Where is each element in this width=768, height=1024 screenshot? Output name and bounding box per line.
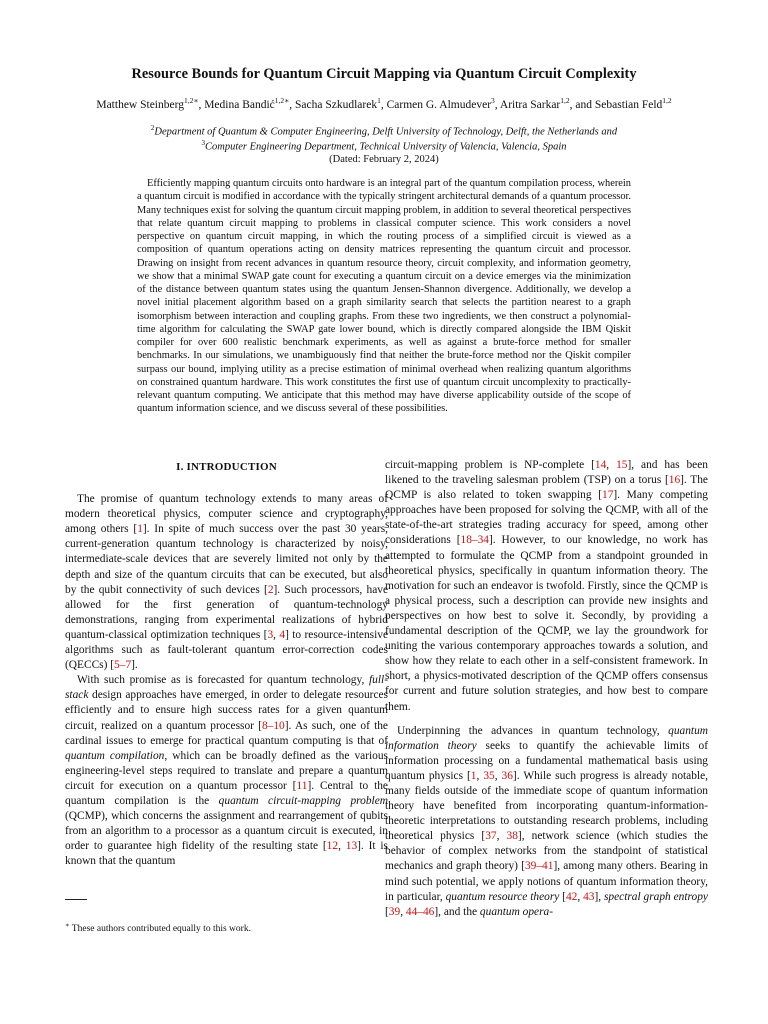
emphasized-term: quantum opera- bbox=[479, 905, 554, 918]
author-separator: , bbox=[289, 98, 296, 111]
text-run: Underpinning the advances in quantum technology, bbox=[397, 724, 669, 737]
citation-link[interactable]: 14 bbox=[594, 459, 607, 471]
emphasized-term: quantum compilation bbox=[65, 749, 165, 762]
citation-link[interactable]: 2 bbox=[267, 583, 274, 596]
citation-link[interactable]: 1 bbox=[137, 523, 143, 536]
citation-link[interactable]: 13 bbox=[345, 840, 358, 853]
text-run: ]. In spite of much success over the past 30 years, current-generation quantum technology is characterized by noisy, intermediate-scale devices that are severely limited not only by the depth and size of the quantum circuits that can be executed, but also by the qubit connectivity of such devices [ bbox=[65, 523, 388, 596]
text-run: circuit-mapping problem is NP-complete [ bbox=[385, 459, 595, 471]
text-run: ]. Central to the quantum compilation is the bbox=[65, 779, 388, 807]
author-affiliation-marker: 1,2 bbox=[662, 96, 672, 105]
author-name: Carmen G. Almudever bbox=[386, 98, 492, 111]
text-run: , bbox=[400, 905, 406, 918]
citation-link[interactable]: 39–41 bbox=[524, 860, 554, 873]
footnote-marker: ∗ bbox=[65, 922, 70, 929]
text-run: With such promise as is forecasted for quantum technology, bbox=[77, 674, 370, 687]
left-column bbox=[65, 457, 388, 869]
affiliation-2-marker: 3 bbox=[201, 139, 205, 147]
text-run: , bbox=[476, 769, 484, 782]
dated-line: (Dated: February 2, 2024) bbox=[329, 154, 439, 165]
body-paragraph bbox=[65, 673, 388, 869]
citation-link[interactable]: 15 bbox=[616, 459, 628, 471]
text-run: ]. Many competing approaches have been proposed for solving the QCMP, with all of the state-of-the-art strategies trading accuracy for speed, among other considerations [ bbox=[385, 489, 708, 547]
text-run: , bbox=[606, 459, 617, 471]
text-run: , bbox=[496, 830, 507, 843]
text-run: ] to resource-intensive algorithms such as fault-tolerant quantum error-correction codes (QECCs) [ bbox=[65, 628, 388, 672]
text-run: , bbox=[494, 769, 502, 782]
author-affiliation-marker: 1 bbox=[377, 96, 381, 105]
text-run: [ bbox=[385, 905, 389, 918]
emphasized-term: spectral graph entropy bbox=[603, 890, 708, 903]
text-run: ], network science (which studies the behavior of complex networks from the standpoint of statistical mechanics and graph theory) [ bbox=[385, 830, 708, 873]
footnote-text: These authors contributed equally to this work. bbox=[71, 924, 251, 935]
text-run: ]. The QCMP is also related to token swapping [ bbox=[385, 474, 708, 502]
emphasized-term: quantum information theory bbox=[385, 724, 708, 752]
citation-link[interactable]: 43 bbox=[583, 890, 595, 903]
affiliation-1 bbox=[40, 124, 728, 138]
right-column-body bbox=[385, 458, 708, 920]
author-separator: , bbox=[494, 98, 500, 111]
body-paragraph bbox=[65, 492, 388, 673]
author-separator: , bbox=[198, 98, 205, 111]
author-name: Sebastian Feld bbox=[594, 98, 663, 111]
affiliation-2 bbox=[40, 139, 728, 153]
citation-link[interactable]: 17 bbox=[602, 489, 614, 502]
text-run: ], and the bbox=[434, 905, 480, 918]
citation-link[interactable]: 1 bbox=[470, 769, 477, 782]
affiliation-1-text: Department of Quantum & Computer Engineering, Delft University of Technology, Delft, the Netherlands and bbox=[154, 126, 618, 138]
author-separator: , bbox=[380, 98, 387, 111]
text-run: [ bbox=[559, 890, 566, 903]
text-run: (QCMP), which concerns the assignment and rearrangement of qubits from an algorithm to a processor as a quantum circuit is executed, in order to guarantee high fidelity of the resulting state [ bbox=[65, 810, 388, 853]
text-run: ]. It is known that the quantum bbox=[65, 840, 388, 868]
emphasized-term: full-stack bbox=[65, 674, 388, 702]
text-run: ], among many others. Bearing in mind such potential, we apply notions of quantum information theory, in particular, bbox=[385, 860, 708, 903]
citation-link[interactable]: 3 bbox=[267, 628, 274, 641]
author-name: Aritra Sarkar bbox=[499, 98, 561, 111]
affiliation-1-marker: 2 bbox=[150, 124, 155, 132]
left-column-body bbox=[65, 492, 388, 869]
footnote-rule bbox=[65, 899, 87, 900]
author-list bbox=[30, 96, 738, 111]
author-affiliation-marker: 1,2∗ bbox=[274, 96, 290, 105]
text-run: , which can be broadly defined as the various engineering-level steps required to translate and prepare a quantum circuit for execution on a quantum processor [ bbox=[65, 749, 388, 792]
affiliation-2-text: Computer Engineering Department, Technical University of Valencia, Valencia, Spain bbox=[204, 141, 567, 153]
citation-link[interactable]: 12 bbox=[326, 840, 339, 853]
abstract: Efficiently mapping quantum circuits onto hardware is an integral part of the quantum compilation process, wherein a quantum circuit is modified in accordance with the typically stringent architectural demands of a quantum processor. Many techniques exist for solving the quantum circuit mapping problem, in addition to several theoretical perspectives that relate quantum circuit mapping to problems in classical computer science. This work considers a novel perspective on quantum circuit mapping, in which the routing process of a simplified circuit is viewed as a composition of quantum operations acting on density matrices representing the quantum circuit and processor. Drawing on insight from recent advances in quantum resource theory, circuit complexity, and information geometry, we show that a minimal SWAP gate count for executing a quantum circuit on a device emerges via the minimization of the distance between quantum states using the quantum Jensen-Shannon divergence. Additionally, we develop a novel initial placement algorithm based on a graph similarity search that selects the partition nearest to a graph isomorphism between interaction and coupling graphs. From these two ingredients, we then construct a polynomial-time algorithm for calculating the SWAP gate lower bound, which is directly compared alongside the IBM Qiskit compiler for over 600 realistic benchmark experiments, as well as against a brute-force method for smaller benchmarks. In our simulations, we unambiguously find that neither the brute-force method nor the Qiskit compiler surpass our bound, implying utility as a precise estimation of minimal overhead when realizing quantum algorithms on constrained quantum hardware. This work constitutes the first use of quantum circuit uncomplexity to practically-relevant quantum computing. We anticipate that this method may have diverse applicability outside of the scope of quantum information science, and we discuss several of these possibilities. bbox=[137, 178, 632, 415]
author-affiliation-marker: 1,2 bbox=[560, 96, 570, 105]
emphasized-term: quantum resource theory bbox=[445, 890, 560, 903]
citation-link[interactable]: 37 bbox=[485, 830, 497, 843]
citation-link[interactable]: 11 bbox=[296, 779, 308, 792]
citation-link[interactable]: 36 bbox=[501, 769, 513, 782]
paper-title: Resource Bounds for Quantum Circuit Mapping via Quantum Circuit Complexity bbox=[131, 66, 637, 82]
author-name: Sacha Szkudlarek bbox=[295, 98, 378, 111]
text-run: , bbox=[338, 840, 346, 853]
author-name: Matthew Steinberg bbox=[96, 98, 184, 111]
text-run: seeks to quantify the achievable limits of information processing on a fundamental mathematical basis using quantum physics [ bbox=[385, 739, 708, 782]
emphasized-term: quantum circuit-mapping problem bbox=[218, 794, 388, 807]
section-heading: I. INTRODUCTION bbox=[176, 461, 277, 473]
text-run: ]. Such processors, have allowed for the first generation of quantum-technology demonstrations, ranging from experimental realizations of hybrid quantum-classical optimization techniques [ bbox=[65, 583, 388, 641]
citation-link[interactable]: 35 bbox=[483, 769, 495, 782]
footnote bbox=[65, 921, 251, 934]
text-run: The promise of quantum technology extends to many areas of modern theoretical physics, computer science and cryptography, among others [ bbox=[65, 493, 388, 536]
text-run: ]. bbox=[131, 659, 138, 672]
right-column bbox=[385, 458, 708, 920]
citation-link[interactable]: 39 bbox=[388, 905, 401, 918]
citation-link[interactable]: 16 bbox=[668, 474, 681, 487]
text-run: ]. While such progress is already notable, many fields outside of the immediate scope of quantum information theory have benefited from incorporating quantum-information-theoretic interpretations to outstanding research problems, including theoretical physics [ bbox=[385, 769, 708, 843]
citation-link[interactable]: 38 bbox=[506, 830, 518, 843]
citation-link[interactable]: 42 bbox=[565, 890, 578, 903]
text-run: design approaches have emerged, in order to delegate resources efficiently and to ensure high success rates for a given quantum circuit, realized on a quantum processor [ bbox=[65, 689, 388, 732]
author-separator: , and bbox=[569, 98, 595, 111]
body-paragraph bbox=[385, 458, 708, 715]
citation-link[interactable]: 5–7 bbox=[114, 659, 132, 672]
citation-link[interactable]: 18–34 bbox=[460, 534, 489, 547]
citation-link[interactable]: 44–46 bbox=[405, 905, 435, 918]
text-run: ]. However, to our knowledge, no work has attempted to formulate the QCMP from a standpoint grounded in theoretical physics, specifically in quantum information theory. The motivation for such an endeavor is twofold. Firstly, since the QCMP is a physical process, such a description can provide new insights and perspectives on how best to solve it. Secondly, by providing a fundamental description of the QCMP, we lay the groundwork for uniting the various contemporary approaches towards a solution, and show how they relate to each other in a self-consistent framework. In short, a physics-motivated description of the QCMP offers consensus for current and future solution strategies, and how best to compare them. bbox=[385, 534, 708, 713]
body-paragraph bbox=[385, 724, 708, 920]
citation-link[interactable]: 8–10 bbox=[261, 719, 285, 732]
author-affiliation-marker: 3 bbox=[491, 96, 495, 105]
citation-link[interactable]: 4 bbox=[279, 628, 286, 641]
text-run: , bbox=[273, 628, 280, 641]
text-run: ]. As such, one of the cardinal issues to emerge for practical quantum computing is that of bbox=[65, 719, 388, 747]
text-run: ], bbox=[594, 890, 604, 903]
author-affiliation-marker: 1,2∗ bbox=[183, 96, 199, 105]
text-run: ], and has been likened to the traveling salesman problem (TSP) on a torus [ bbox=[385, 459, 708, 487]
author-name: Medina Bandić bbox=[204, 98, 275, 111]
text-run: , bbox=[577, 890, 584, 903]
